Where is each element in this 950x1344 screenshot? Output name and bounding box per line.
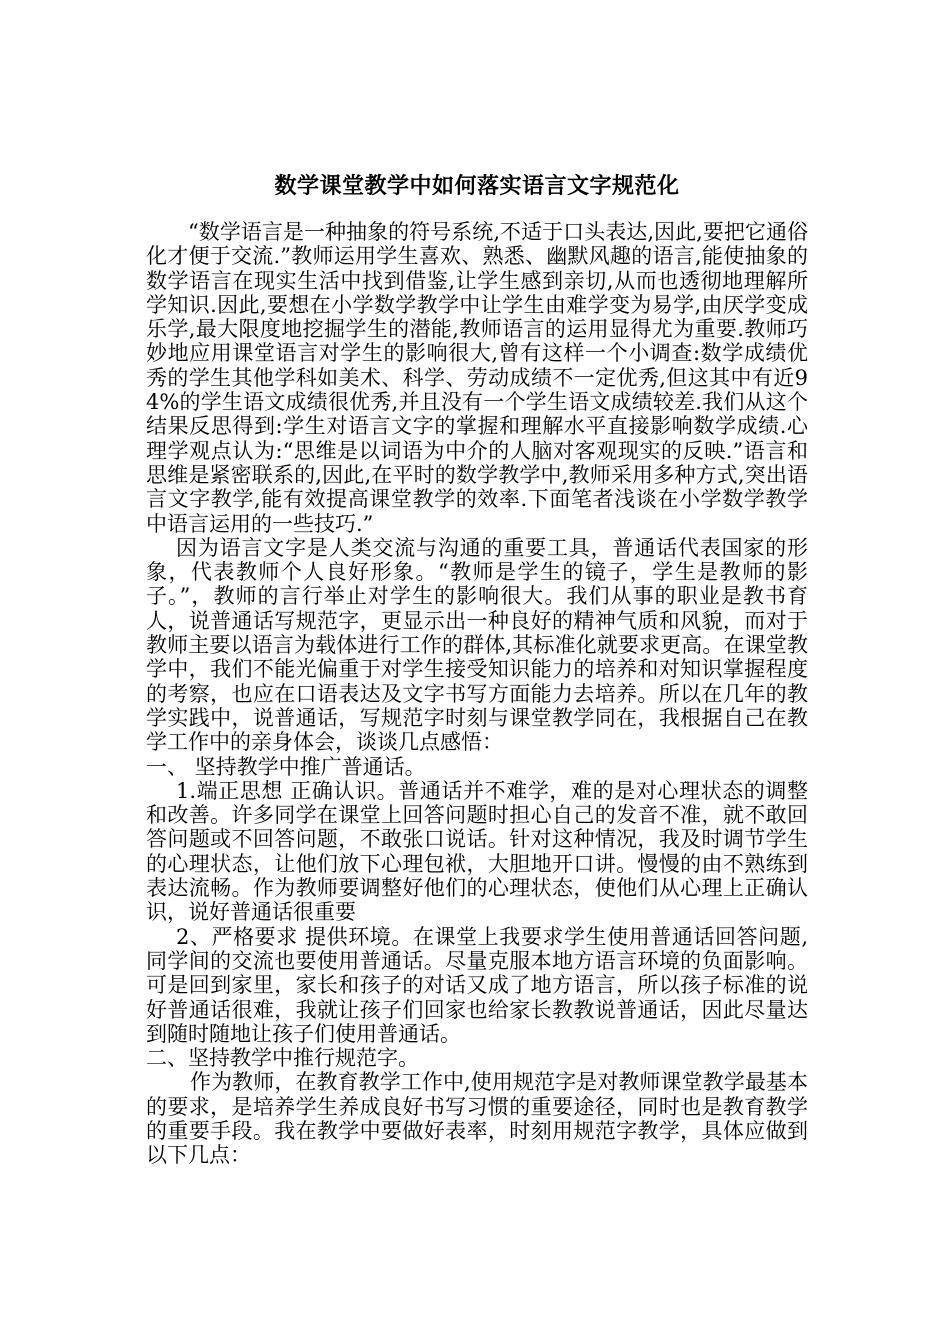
paragraph-section-2-intro: 作为教师，在教育教学工作中,使用规范字是对教师课堂教学最基本的要求，是培养学生养成良好书写习惯的重要途径，同时也是教育教学的重要手段。我在教学中要做好表率，时刻用规范字教学，具体应做到以下几点： — [146, 1070, 808, 1168]
paragraph-point-1: 1.端正思想 正确认识。普通话并不难学，难的是对心理状态的调整和改善。许多同学在课堂上回答问题时担心自己的发音不准，就不敢回答问题或不回答问题，不敢张口说话。针对这种情况，我及时调节学生的心理状态，让他们放下心理包袱，大胆地开口讲。慢慢的由不熟练到表达流畅。作为教师要调整好他们的心理状态，使他们从心理上正确认识，说好普通话很重要 — [146, 778, 808, 925]
document-body — [146, 172, 808, 1168]
paragraph-background: 因为语言文字是人类交流与沟通的重要工具，普通话代表国家的形象，代表教师个人良好形象。“教师是学生的镜子，学生是教师的影子。”，教师的言行举止对学生的影响很大。我们从事的职业是教书育人，说普通话写规范字，更显示出一种良好的精神气质和风貌，而对于教师主要以语言为载体进行工作的群体,其标准化就要求更高。在课堂教学中，我们不能光偏重于对学生接受知识能力的培养和对知识掌握程度的考察，也应在口语表达及文字书写方面能力去培养。所以在几年的教学实践中，说普通话，写规范字时刻与课堂教学同在，我根据自己在教学工作中的亲身体会，谈谈几点感悟： — [146, 535, 808, 755]
section-heading-2: 二、坚持教学中推行规范字。 — [146, 1046, 419, 1071]
section-heading-1: 一、 坚持教学中推广普通话。 — [146, 754, 426, 779]
document-title: 数学课堂教学中如何落实语言文字规范化 — [274, 173, 680, 199]
paragraph-intro: “数学语言是一种抽象的符号系统,不适于口头表达,因此,要把它通俗化才便于交流.”教师运用学生喜欢、熟悉、幽默风趣的语言,能使抽象的数学语言在现实生活中找到借鉴,让学生感到亲切,从而也透彻地理解所学知识.因此,要想在小学数学教学中让学生由难学变为易学,由厌学变成乐学,最大限度地挖掘学生的潜能,教师语言的运用显得尤为重要.教师巧妙地应用课堂语言对学生的影响很大,曾有这样一个小调查:数学成绩优秀的学生其他学科如美术、科学、劳动成绩不一定优秀,但这其中有近94%的学生语文成绩很优秀,并且没有一个学生语文成绩较差.我们从这个结果反思得到:学生对语言文字的掌握和理解水平直接影响数学成绩.心理学观点认为:“思维是以词语为中介的人脑对客观现实的反映.”语言和思维是紧密联系的,因此,在平时的数学教学中,教师采用多种方式,突出语言文字教学,能有效提高课堂教学的效率.下面笔者浅谈在小学数学教学中语言运用的一些技巧.” — [146, 220, 808, 536]
paragraph-point-2: 2、严格要求 提供环境。在课堂上我要求学生使用普通话回答问题,同学间的交流也要使用普通话。尽量克服本地方语言环境的负面影响。可是回到家里，家长和孩子的对话又成了地方语言，所以孩子标准的说好普通话很难，我就让孩子们回家也给家长教教说普通话，因此尽量达到随时随地让孩子们使用普通话。 — [146, 924, 808, 1046]
